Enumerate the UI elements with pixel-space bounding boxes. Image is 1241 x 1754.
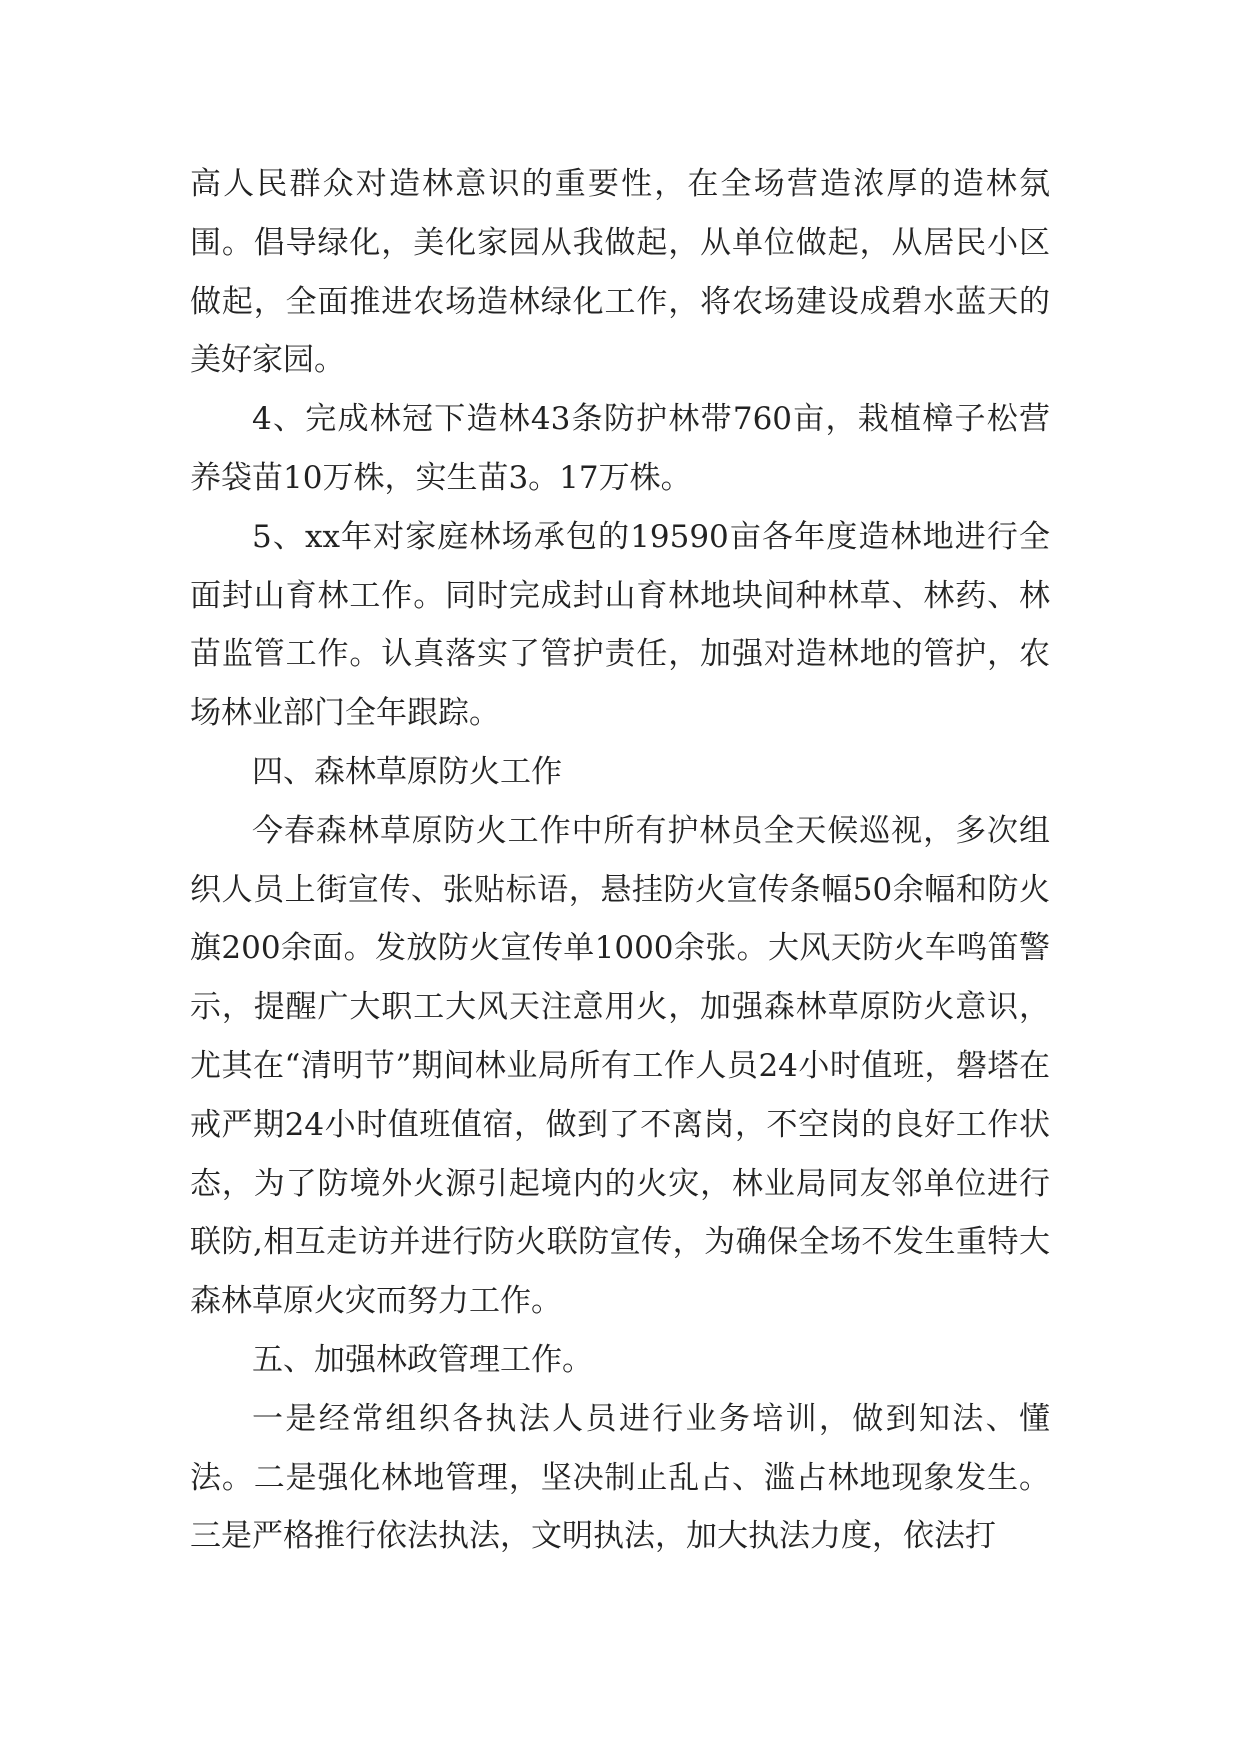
paragraph-forest-administration: 一是经常组织各执法人员进行业务培训，做到知法、懂法。二是强化林地管理，坚决制止乱占、滥占林地现象发生。三是严格推行依法执法，文明执法，加大执法力度，依法打 bbox=[190, 1400, 1050, 1555]
section-heading-forest-administration: 五、加强林政管理工作。 bbox=[252, 1341, 593, 1378]
paragraph-greening-awareness: 高人民群众对造林意识的重要性，在全场营造浓厚的造林氛围。倡导绿化，美化家园从我做起，从单位做起，从居民小区做起，全面推进农场造林绿化工作，将农场建设成碧水蓝天的美好家园。 bbox=[190, 166, 1050, 379]
document-body bbox=[190, 155, 1050, 1566]
section-heading-fire-prevention: 四、森林草原防火工作 bbox=[252, 753, 562, 790]
paragraph-item-5: 5、xx年对家庭林场承包的19590亩各年度造林地进行全面封山育林工作。同时完成封山育林地块间种林草、林药、林苗监管工作。认真落实了管护责任，加强对造林地的管护，农场林业部门全年跟踪。 bbox=[190, 518, 1050, 732]
paragraph-fire-prevention: 今春森林草原防火工作中所有护林员全天候巡视，多次组织人员上街宣传、张贴标语，悬挂防火宣传条幅50余幅和防火旗200余面。发放防火宣传单1000余张。大风天防火车鸣笛警示，提醒广大职工大风天注意用火，加强森林草原防火意识，尤其在“清明节”期间林业局所有工作人员24小时值班，磐塔在戒严期24小时值班值宿，做到了不离岗，不空岗的良好工作状态，为了防境外火源引起境内的火灾，林业局同友邻单位进行联防,相互走访并进行防火联防宣传，为确保全场不发生重特大森林草原火灾而努力工作。 bbox=[190, 812, 1050, 1320]
paragraph-item-4: 4、完成林冠下造林43条防护林带760亩，栽植樟子松营养袋苗10万株，实生苗3。17万株。 bbox=[190, 401, 1050, 496]
